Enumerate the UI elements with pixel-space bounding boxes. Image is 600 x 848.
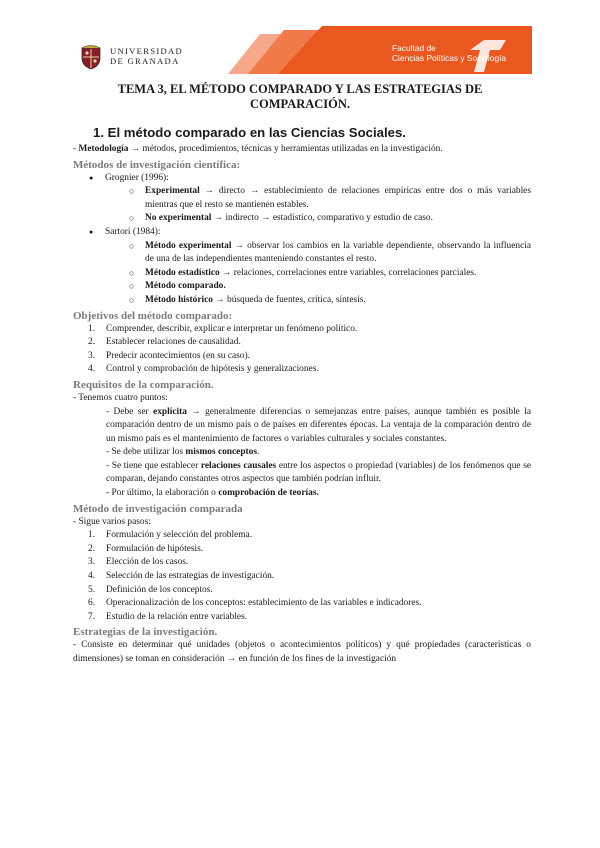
dash: - bbox=[73, 144, 79, 154]
list-item: 3. Elección de los casos. bbox=[88, 557, 189, 568]
objetivos-list bbox=[73, 323, 531, 377]
university-crest-icon bbox=[78, 42, 104, 70]
sartori-item: ○ Método estadístico → relaciones, correlaciones entre variables, correlaciones parciales. bbox=[73, 267, 531, 281]
requisito-paragraph: - Se tiene que establecer relaciones causales entre los aspectos o propiedad (variables) de los fenómenos que se comparan, dejando constantes otros aspectos que también podrían influir. bbox=[106, 460, 531, 485]
metodologia-term: Metodología bbox=[78, 144, 129, 154]
metodologia-paragraph bbox=[73, 143, 531, 157]
list-item: 2. Formulación de hipótesis. bbox=[88, 543, 204, 554]
requisito-paragraph: - Debe ser explícita → generalmente diferencias o semejanzas entre países, aunque también es posible la comparación dentro de un mismo país o de países en diferentes épocas. La ventaja de la comparación dentro de un mismo país es el mantenimiento de factores o variables culturales y sociales constantes. bbox=[106, 406, 531, 444]
pasos-intro: - Sigue varios pasos: bbox=[73, 516, 151, 527]
requisitos-intro: - Tenemos cuatro puntos: bbox=[73, 392, 168, 403]
subheading-estrategias: Estrategias de la investigación. bbox=[73, 626, 218, 639]
list-item: 7. Estudio de la relación entre variables. bbox=[88, 611, 248, 622]
faculty-name bbox=[392, 44, 506, 63]
author-sartori: ● Sartori (1984): bbox=[73, 226, 531, 240]
grognier-item: ○ No experimental → indirecto → estadístico, comparativo y estudio de caso. bbox=[73, 212, 531, 226]
list-item: 4. Control y comprobación de hipótesis y generalizaciones. bbox=[88, 364, 319, 375]
requisito-paragraph: - Se debe utilizar los mismos conceptos. bbox=[106, 447, 260, 458]
subheading-metodo-investigacion: Método de investigación comparada bbox=[73, 502, 243, 515]
requisito-paragraph: - Por último, la elaboración o comprobación de teorías. bbox=[106, 488, 319, 499]
list-item: 3. Predecir acontecimientos (en su caso). bbox=[88, 350, 250, 361]
subheading-requisitos: Requisitos de la comparación. bbox=[73, 378, 214, 391]
sartori-item: ○ Método comparado. bbox=[73, 280, 531, 294]
sartori-item: ○ Método histórico → búsqueda de fuentes, crítica, síntesis. bbox=[73, 294, 531, 308]
university-name-line2: DE GRANADA bbox=[110, 56, 180, 66]
title-line1: TEMA 3, EL MÉTODO COMPARADO Y LAS ESTRATEGIAS DE bbox=[117, 82, 483, 96]
faculty-name-line2: Ciencias Políticas y Sociología bbox=[392, 52, 507, 63]
sartori-item: ○ Método experimental → observar los cambios en la variable dependiente, observando la influencia de una de las independientes manteniendo constantes el resto. bbox=[73, 240, 531, 267]
list-item: 6. Operacionalización de los conceptos: establecimiento de las variables e indicadores. bbox=[88, 598, 422, 609]
metodologia-text: → métodos, procedimientos, técnicas y herramientas utilizadas en la investigación. bbox=[128, 144, 443, 154]
document-body bbox=[73, 125, 531, 667]
faculty-name-line1: Facultad de bbox=[392, 43, 436, 53]
section-heading: 1. El método comparado en las Ciencias Sociales. bbox=[93, 125, 406, 140]
university-name-line1: UNIVERSIDAD bbox=[110, 46, 184, 56]
university-logo bbox=[78, 42, 218, 70]
authors-list bbox=[73, 172, 531, 308]
grognier-item: ○ Experimental → directo → establecimiento de relaciones empíricas entre dos o más variables mientras que el resto se mantienen estables. bbox=[73, 185, 531, 212]
page-header bbox=[0, 0, 600, 80]
list-item: 5. Definición de los conceptos. bbox=[88, 584, 213, 595]
title-line2: COMPARACIÓN. bbox=[249, 96, 351, 111]
author-grognier: ● Grognier (1996): bbox=[73, 172, 531, 186]
subheading-objetivos: Objetivos del método comparado: bbox=[73, 309, 233, 322]
document-title bbox=[60, 82, 540, 111]
pasos-list bbox=[73, 529, 531, 624]
estrategias-paragraph: - Consiste en determinar qué unidades (objetos o acontecimientos políticos) y qué propiedades (características o dimensiones) se toman en consideración → en función de los fines de la investigación bbox=[73, 640, 531, 664]
subheading-metodos: Métodos de investigación científica: bbox=[73, 158, 241, 171]
list-item: 1. Comprender, describir, explicar e interpretar un fenómeno político. bbox=[88, 323, 358, 334]
list-item: 1. Formulación y selección del problema. bbox=[88, 530, 253, 541]
list-item: 4. Selección de las estrategias de investigación. bbox=[88, 571, 275, 582]
list-item: 2. Establecer relaciones de causalidad. bbox=[88, 337, 241, 348]
